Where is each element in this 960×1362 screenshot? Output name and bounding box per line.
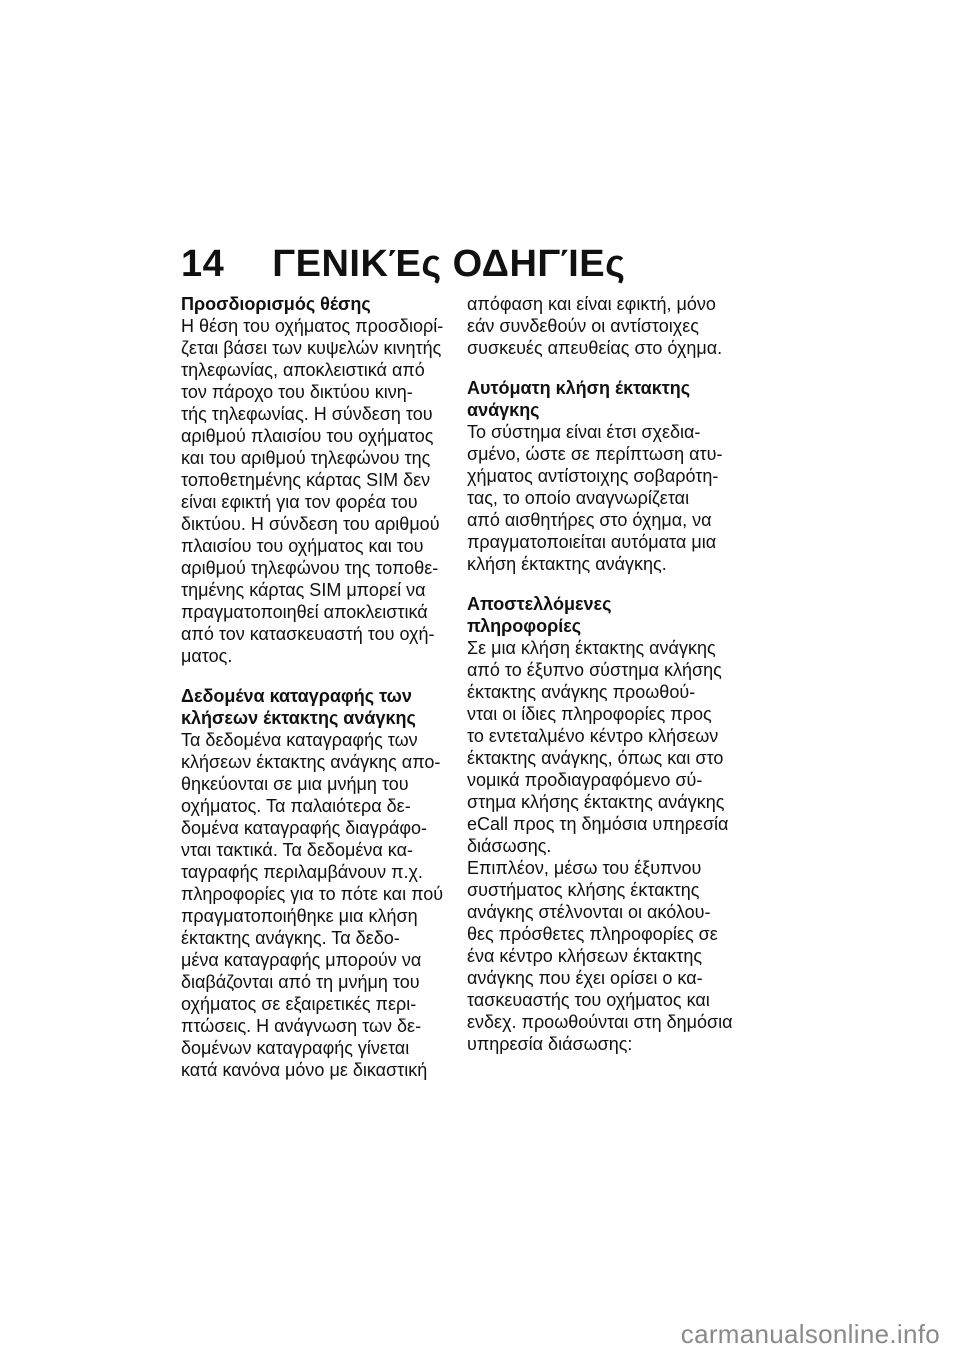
log-data-text-line: πραγματοποιήθηκε μια κλήση [181,906,418,926]
sent-info-text-line: συστήματος κλήσης έκτακτης [467,880,700,900]
log-data-heading-line: Δεδομένα καταγραφής των [181,686,412,706]
log-data-text-line: κλήσεων έκτακτης ανάγκης απο- [181,752,441,772]
section-heading-sent-info [467,593,734,637]
log-data-text-line: δομένα καταγραφής διαγράφο- [181,818,428,838]
auto-call-heading-line: ανάγκης [467,400,540,420]
log-data-heading-line: κλήσεων έκτακτης ανάγκης [181,708,416,728]
location-text-line: δικτύου. Η σύνδεση του αριθμού [181,514,440,534]
location-text-line: τηλεφωνίας, αποκλειστικά από [181,360,425,380]
sent-info-text-line: υπηρεσία διάσωσης: [467,1034,633,1054]
sent-info-text-line: νται οι ίδιες πληροφορίες προς [467,704,712,724]
section-heading-auto-call [467,377,734,421]
log-data-text-line: δομένων καταγραφής γίνεται [181,1038,410,1058]
log-data-text-line: πτώσεις. Η ανάγνωση των δε- [181,1016,422,1036]
auto-call-text-line: κλήση έκτακτης ανάγκης. [467,554,667,574]
log-data-text-line: θηκεύονται σε μια μνήμη του [181,774,409,794]
section-body-auto-call [467,421,734,575]
sent-info-text-line: στημα κλήσης έκτακτης ανάγκης [467,792,725,812]
location-text-line: αριθμού τηλεφώνου της τοποθε- [181,558,439,578]
section-heading-location: Προσδιορισμός θέσης [181,294,371,314]
sent-info-text-line: έκτακτης ανάγκης, όπως και στο [467,748,724,768]
auto-call-text-line: από αισθητήρες στο όχημα, να [467,510,712,530]
section-continued [467,293,734,359]
sent-info-text-line: θες πρόσθετες πληροφορίες σε [467,924,718,944]
log-data-text-line: μένα καταγραφής μπορούν να [181,950,422,970]
log-data-text-line: νται τακτικά. Τα δεδομένα κα- [181,840,413,860]
auto-call-text-line: χήματος αντίστοιχης σοβαρότη- [467,466,719,486]
location-text-line: τον πάροχο του δικτύου κινη- [181,382,413,402]
auto-call-heading-line: Αυτόματη κλήση έκτακτης [467,378,691,398]
continued-text [467,293,734,359]
log-data-text-line: διαβάζονται από τη μνήμη του [181,972,420,992]
log-data-text-line: έκτακτης ανάγκης. Τα δεδο- [181,928,400,948]
page-header [181,243,625,286]
section-sent-info [467,593,734,1055]
log-data-text-line: ταγραφής περιλαμβάνουν π.χ. [181,862,423,882]
sent-info-text-line: ένα κέντρο κλήσεων έκτακτης [467,946,703,966]
section-location [181,293,448,667]
auto-call-text-line: σμένο, ώστε σε περίπτωση ατυ- [467,444,723,464]
location-text-line: τοποθετημένης κάρτας SIM δεν [181,470,431,490]
sent-info-text-line: τασκευαστής του οχήματος και [467,990,710,1010]
log-data-text-line: κατά κανόνα μόνο με δικαστική [181,1060,428,1080]
sent-info-text-line: Επιπλέον, μέσω του έξυπνου [467,858,702,878]
continued-text-line: εάν συνδεθούν οι αντίστοιχες [467,316,699,336]
left-column [181,293,448,1099]
sent-info-text-line: ανάγκης που έχει ορίσει ο κα- [467,968,703,988]
sent-info-text-line: eCall προς τη δημόσια υπηρεσία [467,814,729,834]
sent-info-text-line: από το έξυπνο σύστημα κλήσης [467,660,722,680]
location-text-line: πλαισίου του οχήματος και του [181,536,424,556]
page-number: 14 [181,243,225,285]
sent-info-text-line: νομικά προδιαγραφόμενο σύ- [467,770,703,790]
section-heading-log-data [181,685,448,729]
location-text-line: ματος. [181,646,233,666]
section-body-location [181,315,448,667]
section-log-data [181,685,448,1081]
location-text-line: πραγματοποιηθεί αποκλειστικά [181,602,428,622]
auto-call-text-line: τας, το οποίο αναγνωρίζεται [467,488,690,508]
location-text-line: τημένης κάρτας SIM μπορεί να [181,580,426,600]
chapter-title: ΓΕΝΙΚΈς ΟΔΗΓΊΕς [272,243,626,285]
auto-call-text-line: πραγματοποιείται αυτόματα μια [467,532,717,552]
section-auto-call [467,377,734,575]
continued-text-line: απόφαση και είναι εφικτή, μόνο [467,294,716,314]
sent-info-heading-line: Αποστελλόμενες [467,594,612,614]
auto-call-text-line: Το σύστημα είναι έτσι σχεδια- [467,422,701,442]
log-data-text-line: πληροφορίες για το πότε και πού [181,884,444,904]
right-column [467,293,734,1073]
log-data-text-line: οχήματος. Τα παλαιότερα δε- [181,796,411,816]
continued-text-line: συσκευές απευθείας στο όχημα. [467,338,723,358]
watermark-text: carmanualsonline.info [680,1319,940,1349]
location-text-line: είναι εφικτή για τον φορέα του [181,492,418,512]
location-text-line: και του αριθμού τηλεφώνου της [181,448,431,468]
log-data-text-line: Τα δεδομένα καταγραφής των [181,730,418,750]
location-text-line: Η θέση του οχήματος προσδιορί- [181,316,444,336]
sent-info-text-line: Σε μια κλήση έκτακτης ανάγκης [467,638,716,658]
section-body-sent-info [467,637,734,1055]
sent-info-heading-line: πληροφορίες [467,616,582,636]
sent-info-text-line: διάσωσης. [467,836,552,856]
location-text-line: αριθμού πλαισίου του οχήματος [181,426,434,446]
location-text-line: τής τηλεφωνίας. Η σύνδεση του [181,404,433,424]
sent-info-text-line: έκτακτης ανάγκης προωθού- [467,682,696,702]
section-body-log-data [181,729,448,1081]
log-data-text-line: οχήματος σε εξαιρετικές περι- [181,994,417,1014]
sent-info-text-line: ενδεχ. προωθούνται στη δημόσια [467,1012,733,1032]
location-text-line: από τον κατασκευαστή του οχή- [181,624,435,644]
sent-info-text-line: ανάγκης στέλνονται οι ακόλου- [467,902,711,922]
sent-info-text-line: το εντεταλμένο κέντρο κλήσεων [467,726,719,746]
location-text-line: ζεται βάσει των κυψελών κινητής [181,338,442,358]
